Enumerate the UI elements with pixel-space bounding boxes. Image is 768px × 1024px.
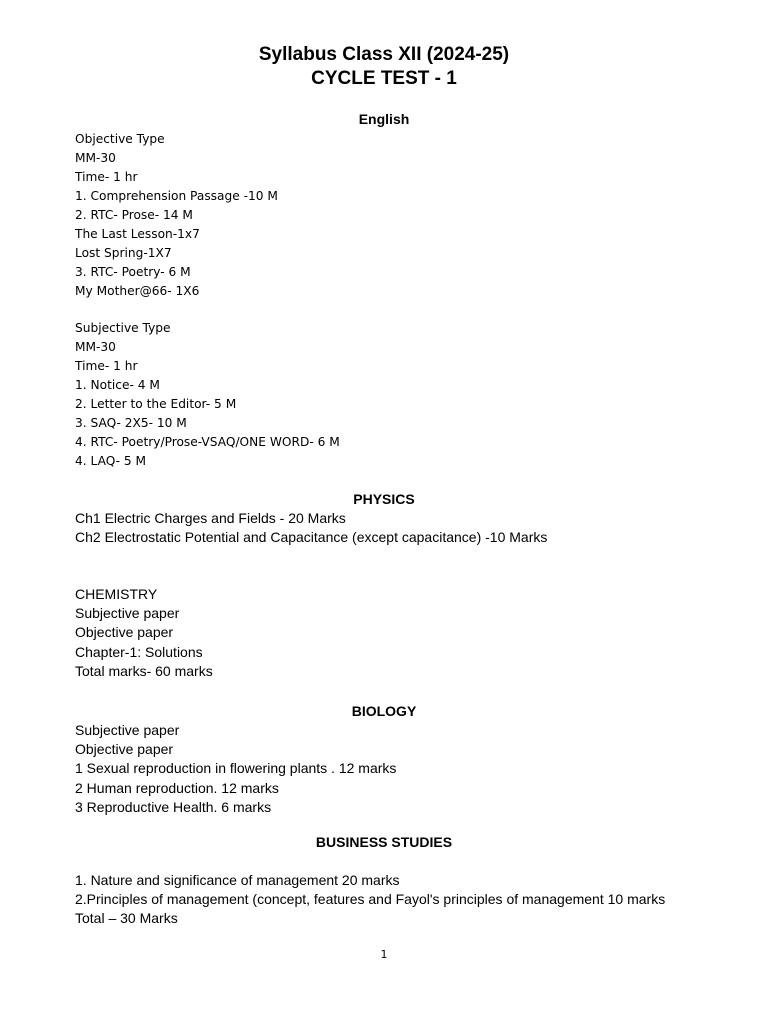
- business-studies-heading: BUSINESS STUDIES: [315, 834, 453, 850]
- english-heading: English: [358, 111, 410, 127]
- document-subtitle: CYCLE TEST - 1: [311, 68, 457, 89]
- subjective-paper-label: Subjective paper: [75, 722, 180, 738]
- list-item: Lost Spring-1X7: [75, 246, 172, 260]
- subjective-type-label: Subjective Type: [75, 321, 171, 335]
- page-number: 1: [380, 948, 388, 961]
- biology-section: [75, 721, 735, 817]
- list-item: 2. Letter to the Editor- 5 M: [75, 397, 237, 411]
- list-item: Total – 30 Marks: [75, 910, 178, 927]
- list-item: Ch2 Electrostatic Potential and Capacitance (except capacitance) -10 Marks: [75, 529, 548, 546]
- list-item: Time- 1 hr: [75, 170, 138, 184]
- physics-heading: PHYSICS: [353, 491, 415, 507]
- list-item: 3. SAQ- 2X5- 10 M: [75, 416, 187, 430]
- list-item: Ch1 Electric Charges and Fields - 20 Marks: [75, 510, 346, 526]
- list-item: 2 Human reproduction. 12 marks: [75, 779, 279, 796]
- objective-type-label: Objective Type: [75, 132, 165, 146]
- list-item: 1 Sexual reproduction in flowering plants . 12 marks: [75, 760, 397, 777]
- physics-section: [75, 509, 735, 547]
- list-item: MM-30: [75, 151, 116, 165]
- list-item: 3. RTC- Poetry- 6 M: [75, 265, 191, 279]
- list-item: 4. RTC- Poetry/Prose-VSAQ/ONE WORD- 6 M: [75, 435, 340, 449]
- list-item: 3 Reproductive Health. 6 marks: [75, 798, 272, 815]
- list-item: Chapter-1: Solutions: [75, 643, 203, 660]
- list-item: 2. RTC- Prose- 14 M: [75, 208, 193, 222]
- list-item: 4. LAQ- 5 M: [75, 454, 147, 468]
- objective-paper-label: Objective paper: [75, 624, 174, 641]
- list-item: 2.Principles of management (concept, features and Fayol's principles of management 10 marks: [75, 891, 666, 908]
- biology-heading: BIOLOGY: [351, 703, 417, 719]
- list-item: Total marks- 60 marks: [75, 662, 213, 679]
- chemistry-section: [75, 585, 735, 681]
- chemistry-heading: CHEMISTRY: [75, 586, 158, 602]
- list-item: The Last Lesson-1x7: [75, 227, 200, 241]
- english-subjective-section: [75, 319, 735, 471]
- subjective-paper-label: Subjective paper: [75, 605, 180, 622]
- list-item: MM-30: [75, 340, 116, 354]
- list-item: My Mother@66- 1X6: [75, 284, 200, 298]
- document-title: Syllabus Class XII (2024-25): [258, 44, 510, 65]
- list-item: 1. Comprehension Passage -10 M: [75, 189, 278, 203]
- list-item: 1. Nature and significance of management 20 marks: [75, 872, 400, 888]
- business-studies-section: [75, 871, 735, 929]
- list-item: 1. Notice- 4 M: [75, 378, 160, 392]
- objective-paper-label: Objective paper: [75, 741, 174, 758]
- list-item: Time- 1 hr: [75, 359, 138, 373]
- english-objective-section: [75, 130, 735, 301]
